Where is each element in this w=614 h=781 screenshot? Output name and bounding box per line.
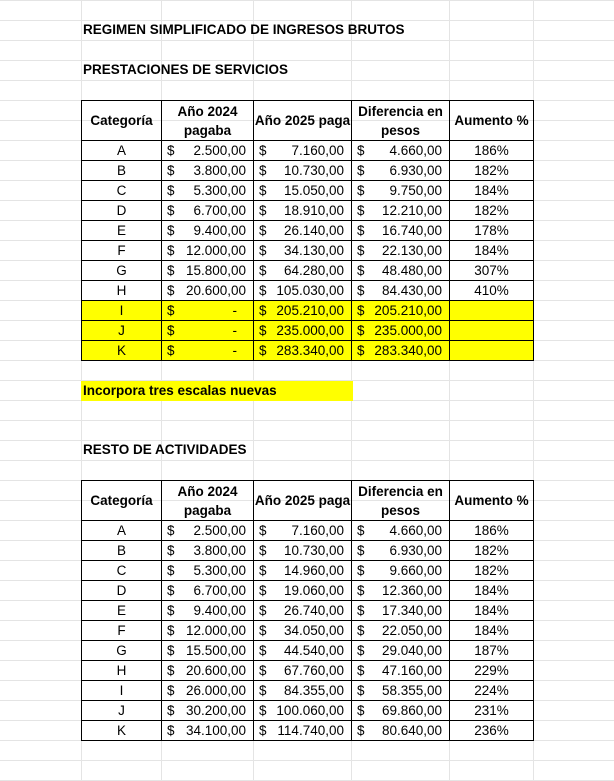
currency-symbol: $	[357, 183, 365, 198]
currency-symbol: $	[167, 663, 175, 678]
amount-2025-cell	[254, 541, 352, 561]
currency-symbol: $	[259, 643, 267, 658]
amount-value: 20.600,00	[185, 663, 246, 678]
currency-symbol: $	[357, 223, 365, 238]
currency-symbol: $	[259, 223, 267, 238]
amount-2024-cell	[162, 241, 254, 261]
amount-value: 48.480,00	[381, 263, 442, 278]
amount-2024-cell	[162, 221, 254, 241]
increase-percent-cell: 182%	[450, 201, 534, 221]
currency-symbol: $	[357, 723, 365, 738]
amount-value: 5.300,00	[193, 563, 246, 578]
difference-cell	[352, 161, 450, 181]
table-row	[82, 561, 534, 581]
currency-symbol: $	[259, 143, 267, 158]
currency-symbol: $	[357, 163, 365, 178]
increase-percent-cell: 184%	[450, 581, 534, 601]
difference-cell	[352, 261, 450, 281]
table-row	[82, 701, 534, 721]
currency-symbol: $	[167, 623, 175, 638]
amount-value: 3.800,00	[193, 163, 246, 178]
amount-2025-cell	[254, 701, 352, 721]
increase-percent-cell: 184%	[450, 241, 534, 261]
table-row	[82, 521, 534, 541]
table-row	[82, 281, 534, 301]
currency-symbol: $	[357, 323, 365, 338]
increase-percent-cell	[450, 301, 534, 321]
currency-symbol: $	[167, 343, 175, 358]
currency-symbol: $	[357, 263, 365, 278]
amount-value: 20.600,00	[185, 283, 246, 298]
category-cell: A	[82, 521, 162, 541]
currency-symbol: $	[259, 163, 267, 178]
amount-value: 10.730,00	[283, 163, 344, 178]
table-row	[82, 221, 534, 241]
amount-value: 12.360,00	[381, 583, 442, 598]
currency-symbol: $	[357, 603, 365, 618]
amount-2024-cell	[162, 181, 254, 201]
currency-symbol: $	[357, 523, 365, 538]
category-cell: E	[82, 221, 162, 241]
difference-cell	[352, 601, 450, 621]
amount-2025-cell	[254, 241, 352, 261]
increase-percent-cell: 184%	[450, 181, 534, 201]
amount-2025-cell	[254, 281, 352, 301]
amount-value: 17.340,00	[381, 603, 442, 618]
currency-symbol: $	[167, 283, 175, 298]
table-row	[82, 581, 534, 601]
increase-percent-cell: 186%	[450, 521, 534, 541]
difference-cell	[352, 321, 450, 341]
column-header: Aumento %	[450, 481, 534, 521]
currency-symbol: $	[357, 663, 365, 678]
table-header-row	[82, 101, 534, 141]
increase-percent-cell: 184%	[450, 621, 534, 641]
difference-cell	[352, 621, 450, 641]
amount-value: 205.210,00	[276, 303, 344, 318]
category-cell: B	[82, 161, 162, 181]
amount-value: 80.640,00	[381, 723, 442, 738]
currency-symbol: $	[167, 543, 175, 558]
difference-cell	[352, 141, 450, 161]
amount-2025-cell	[254, 141, 352, 161]
amount-value: 283.340,00	[276, 343, 344, 358]
currency-symbol: $	[259, 323, 267, 338]
currency-symbol: $	[357, 683, 365, 698]
currency-symbol: $	[167, 643, 175, 658]
resto-table	[81, 480, 534, 741]
amount-value: 84.355,00	[283, 683, 344, 698]
difference-cell	[352, 721, 450, 741]
category-cell: H	[82, 281, 162, 301]
amount-2024-cell	[162, 641, 254, 661]
difference-cell	[352, 681, 450, 701]
section-title-resto: RESTO DE ACTIVIDADES	[83, 442, 247, 457]
difference-cell	[352, 701, 450, 721]
amount-2025-cell	[254, 261, 352, 281]
column-header: Año 2024 pagaba	[162, 481, 254, 521]
currency-symbol: $	[259, 183, 267, 198]
currency-symbol: $	[357, 303, 365, 318]
table-row	[82, 721, 534, 741]
category-cell: E	[82, 601, 162, 621]
column-header: Diferencia en pesos	[352, 481, 450, 521]
difference-cell	[352, 341, 450, 361]
amount-2024-cell	[162, 701, 254, 721]
increase-percent-cell: 186%	[450, 141, 534, 161]
amount-value: 58.355,00	[381, 683, 442, 698]
currency-symbol: $	[167, 563, 175, 578]
amount-2025-cell	[254, 641, 352, 661]
amount-value: 26.140,00	[283, 223, 344, 238]
difference-cell	[352, 241, 450, 261]
amount-2024-cell	[162, 561, 254, 581]
amount-value: 29.040,00	[381, 643, 442, 658]
currency-symbol: $	[357, 243, 365, 258]
amount-value: 22.050,00	[381, 623, 442, 638]
increase-percent-cell: 178%	[450, 221, 534, 241]
amount-value: 235.000,00	[276, 323, 344, 338]
currency-symbol: $	[357, 203, 365, 218]
category-cell: K	[82, 341, 162, 361]
category-cell: G	[82, 641, 162, 661]
amount-value: 235.000,00	[374, 323, 442, 338]
page-title: REGIMEN SIMPLIFICADO DE INGRESOS BRUTOS	[83, 22, 405, 37]
currency-symbol: $	[259, 263, 267, 278]
increase-percent-cell: 410%	[450, 281, 534, 301]
currency-symbol: $	[167, 143, 175, 158]
section-title-servicios: PRESTACIONES DE SERVICIOS	[83, 62, 289, 77]
currency-symbol: $	[167, 723, 175, 738]
amount-2025-cell	[254, 721, 352, 741]
table-row	[82, 181, 534, 201]
currency-symbol: $	[259, 583, 267, 598]
amount-value: 7.160,00	[291, 143, 344, 158]
amount-2025-cell	[254, 161, 352, 181]
currency-symbol: $	[259, 603, 267, 618]
table-row	[82, 321, 534, 341]
amount-value: 4.660,00	[389, 143, 442, 158]
currency-symbol: $	[167, 523, 175, 538]
amount-2025-cell	[254, 561, 352, 581]
difference-cell	[352, 641, 450, 661]
amount-value: 6.700,00	[193, 203, 246, 218]
amount-value: 9.750,00	[389, 183, 442, 198]
servicios-table	[81, 100, 534, 361]
amount-value: 12.000,00	[185, 623, 246, 638]
table-row	[82, 621, 534, 641]
amount-value: 6.700,00	[193, 583, 246, 598]
table-row	[82, 601, 534, 621]
amount-2024-cell	[162, 281, 254, 301]
category-cell: C	[82, 561, 162, 581]
amount-value: 6.930,00	[389, 163, 442, 178]
amount-value: 26.740,00	[283, 603, 344, 618]
currency-symbol: $	[259, 243, 267, 258]
amount-2024-cell	[162, 521, 254, 541]
amount-value: 105.030,00	[276, 283, 344, 298]
column-header: Aumento %	[450, 101, 534, 141]
amount-value: 114.740,00	[277, 723, 344, 738]
amount-value: 14.960,00	[283, 563, 344, 578]
amount-value: 10.730,00	[283, 543, 344, 558]
table-row	[82, 261, 534, 281]
amount-value: 26.000,00	[185, 683, 246, 698]
difference-cell	[352, 521, 450, 541]
amount-value: 34.050,00	[283, 623, 344, 638]
currency-symbol: $	[259, 723, 267, 738]
increase-percent-cell: 236%	[450, 721, 534, 741]
currency-symbol: $	[167, 183, 175, 198]
amount-value: 84.430,00	[381, 283, 442, 298]
amount-2024-cell	[162, 321, 254, 341]
amount-value: 5.300,00	[193, 183, 246, 198]
amount-value: -	[232, 343, 237, 358]
amount-2025-cell	[254, 621, 352, 641]
difference-cell	[352, 561, 450, 581]
currency-symbol: $	[167, 243, 175, 258]
amount-value: 7.160,00	[291, 523, 344, 538]
amount-2025-cell	[254, 521, 352, 541]
amount-2024-cell	[162, 201, 254, 221]
column-header: Diferencia en pesos	[352, 101, 450, 141]
table-row	[82, 681, 534, 701]
currency-symbol: $	[259, 683, 267, 698]
difference-cell	[352, 581, 450, 601]
amount-value: 6.930,00	[389, 543, 442, 558]
column-header: Año 2025 paga	[254, 481, 352, 521]
amount-2025-cell	[254, 341, 352, 361]
currency-symbol: $	[167, 263, 175, 278]
amount-2024-cell	[162, 661, 254, 681]
currency-symbol: $	[259, 623, 267, 638]
column-header: Año 2024 pagaba	[162, 101, 254, 141]
amount-value: 67.760,00	[283, 663, 344, 678]
increase-percent-cell: 187%	[450, 641, 534, 661]
amount-value: 15.050,00	[283, 183, 344, 198]
amount-value: 44.540,00	[283, 643, 344, 658]
increase-percent-cell	[450, 341, 534, 361]
amount-value: 34.130,00	[283, 243, 344, 258]
amount-value: 205.210,00	[374, 303, 442, 318]
table-row	[82, 341, 534, 361]
amount-value: 9.400,00	[193, 223, 246, 238]
column-header: Categoría	[82, 481, 162, 521]
amount-2025-cell	[254, 181, 352, 201]
category-cell: I	[82, 681, 162, 701]
amount-value: 3.800,00	[193, 543, 246, 558]
table-row	[82, 241, 534, 261]
amount-2025-cell	[254, 201, 352, 221]
currency-symbol: $	[259, 283, 267, 298]
category-cell: G	[82, 261, 162, 281]
amount-2024-cell	[162, 341, 254, 361]
increase-percent-cell: 231%	[450, 701, 534, 721]
amount-2024-cell	[162, 581, 254, 601]
currency-symbol: $	[357, 623, 365, 638]
currency-symbol: $	[357, 643, 365, 658]
note-new-scales: Incorpora tres escalas nuevas	[81, 381, 353, 401]
amount-2024-cell	[162, 721, 254, 741]
currency-symbol: $	[167, 323, 175, 338]
category-cell: D	[82, 581, 162, 601]
amount-value: 30.200,00	[185, 703, 246, 718]
difference-cell	[352, 181, 450, 201]
currency-symbol: $	[357, 283, 365, 298]
amount-value: 64.280,00	[283, 263, 344, 278]
currency-symbol: $	[167, 303, 175, 318]
amount-value: 15.500,00	[185, 643, 246, 658]
amount-value: 4.660,00	[389, 523, 442, 538]
table-row	[82, 301, 534, 321]
increase-percent-cell	[450, 321, 534, 341]
amount-value: 34.100,00	[185, 723, 246, 738]
table-row	[82, 661, 534, 681]
currency-symbol: $	[259, 543, 267, 558]
amount-2025-cell	[254, 301, 352, 321]
amount-2025-cell	[254, 601, 352, 621]
amount-value: 9.660,00	[389, 563, 442, 578]
increase-percent-cell: 182%	[450, 161, 534, 181]
amount-2025-cell	[254, 681, 352, 701]
amount-2024-cell	[162, 261, 254, 281]
difference-cell	[352, 541, 450, 561]
amount-2025-cell	[254, 321, 352, 341]
currency-symbol: $	[357, 563, 365, 578]
currency-symbol: $	[167, 163, 175, 178]
amount-value: 12.210,00	[381, 203, 442, 218]
amount-value: 2.500,00	[193, 523, 246, 538]
amount-value: 47.160,00	[381, 663, 442, 678]
amount-2025-cell	[254, 661, 352, 681]
category-cell: A	[82, 141, 162, 161]
increase-percent-cell: 224%	[450, 681, 534, 701]
currency-symbol: $	[357, 703, 365, 718]
amount-value: 69.860,00	[381, 703, 442, 718]
category-cell: F	[82, 621, 162, 641]
currency-symbol: $	[259, 663, 267, 678]
amount-2024-cell	[162, 681, 254, 701]
table-row	[82, 641, 534, 661]
table-header-row	[82, 481, 534, 521]
increase-percent-cell: 229%	[450, 661, 534, 681]
table-row	[82, 141, 534, 161]
column-header: Año 2025 paga	[254, 101, 352, 141]
category-cell: F	[82, 241, 162, 261]
category-cell: J	[82, 701, 162, 721]
difference-cell	[352, 281, 450, 301]
increase-percent-cell: 307%	[450, 261, 534, 281]
table-row	[82, 201, 534, 221]
currency-symbol: $	[167, 203, 175, 218]
increase-percent-cell: 182%	[450, 541, 534, 561]
amount-2025-cell	[254, 221, 352, 241]
amount-value: 283.340,00	[374, 343, 442, 358]
amount-value: 22.130,00	[381, 243, 442, 258]
currency-symbol: $	[167, 583, 175, 598]
amount-2024-cell	[162, 301, 254, 321]
amount-value: 15.800,00	[185, 263, 246, 278]
difference-cell	[352, 201, 450, 221]
amount-2024-cell	[162, 621, 254, 641]
category-cell: I	[82, 301, 162, 321]
table-row	[82, 541, 534, 561]
currency-symbol: $	[259, 343, 267, 358]
amount-value: 19.060,00	[283, 583, 344, 598]
amount-value: 12.000,00	[185, 243, 246, 258]
amount-2024-cell	[162, 161, 254, 181]
difference-cell	[352, 221, 450, 241]
currency-symbol: $	[357, 143, 365, 158]
amount-value: 100.060,00	[276, 703, 344, 718]
column-header: Categoría	[82, 101, 162, 141]
amount-2024-cell	[162, 541, 254, 561]
currency-symbol: $	[357, 583, 365, 598]
amount-2024-cell	[162, 141, 254, 161]
amount-value: 18.910,00	[283, 203, 344, 218]
category-cell: J	[82, 321, 162, 341]
amount-2024-cell	[162, 601, 254, 621]
currency-symbol: $	[167, 603, 175, 618]
amount-value: 9.400,00	[193, 603, 246, 618]
amount-value: -	[232, 323, 237, 338]
difference-cell	[352, 301, 450, 321]
category-cell: K	[82, 721, 162, 741]
amount-2025-cell	[254, 581, 352, 601]
currency-symbol: $	[259, 563, 267, 578]
currency-symbol: $	[167, 703, 175, 718]
amount-value: 16.740,00	[381, 223, 442, 238]
increase-percent-cell: 182%	[450, 561, 534, 581]
currency-symbol: $	[259, 203, 267, 218]
currency-symbol: $	[167, 683, 175, 698]
amount-value: 2.500,00	[193, 143, 246, 158]
currency-symbol: $	[167, 223, 175, 238]
category-cell: H	[82, 661, 162, 681]
increase-percent-cell: 184%	[450, 601, 534, 621]
currency-symbol: $	[357, 543, 365, 558]
currency-symbol: $	[259, 703, 267, 718]
currency-symbol: $	[357, 343, 365, 358]
category-cell: B	[82, 541, 162, 561]
table-row	[82, 161, 534, 181]
currency-symbol: $	[259, 303, 267, 318]
difference-cell	[352, 661, 450, 681]
category-cell: C	[82, 181, 162, 201]
currency-symbol: $	[259, 523, 267, 538]
category-cell: D	[82, 201, 162, 221]
amount-value: -	[232, 303, 237, 318]
